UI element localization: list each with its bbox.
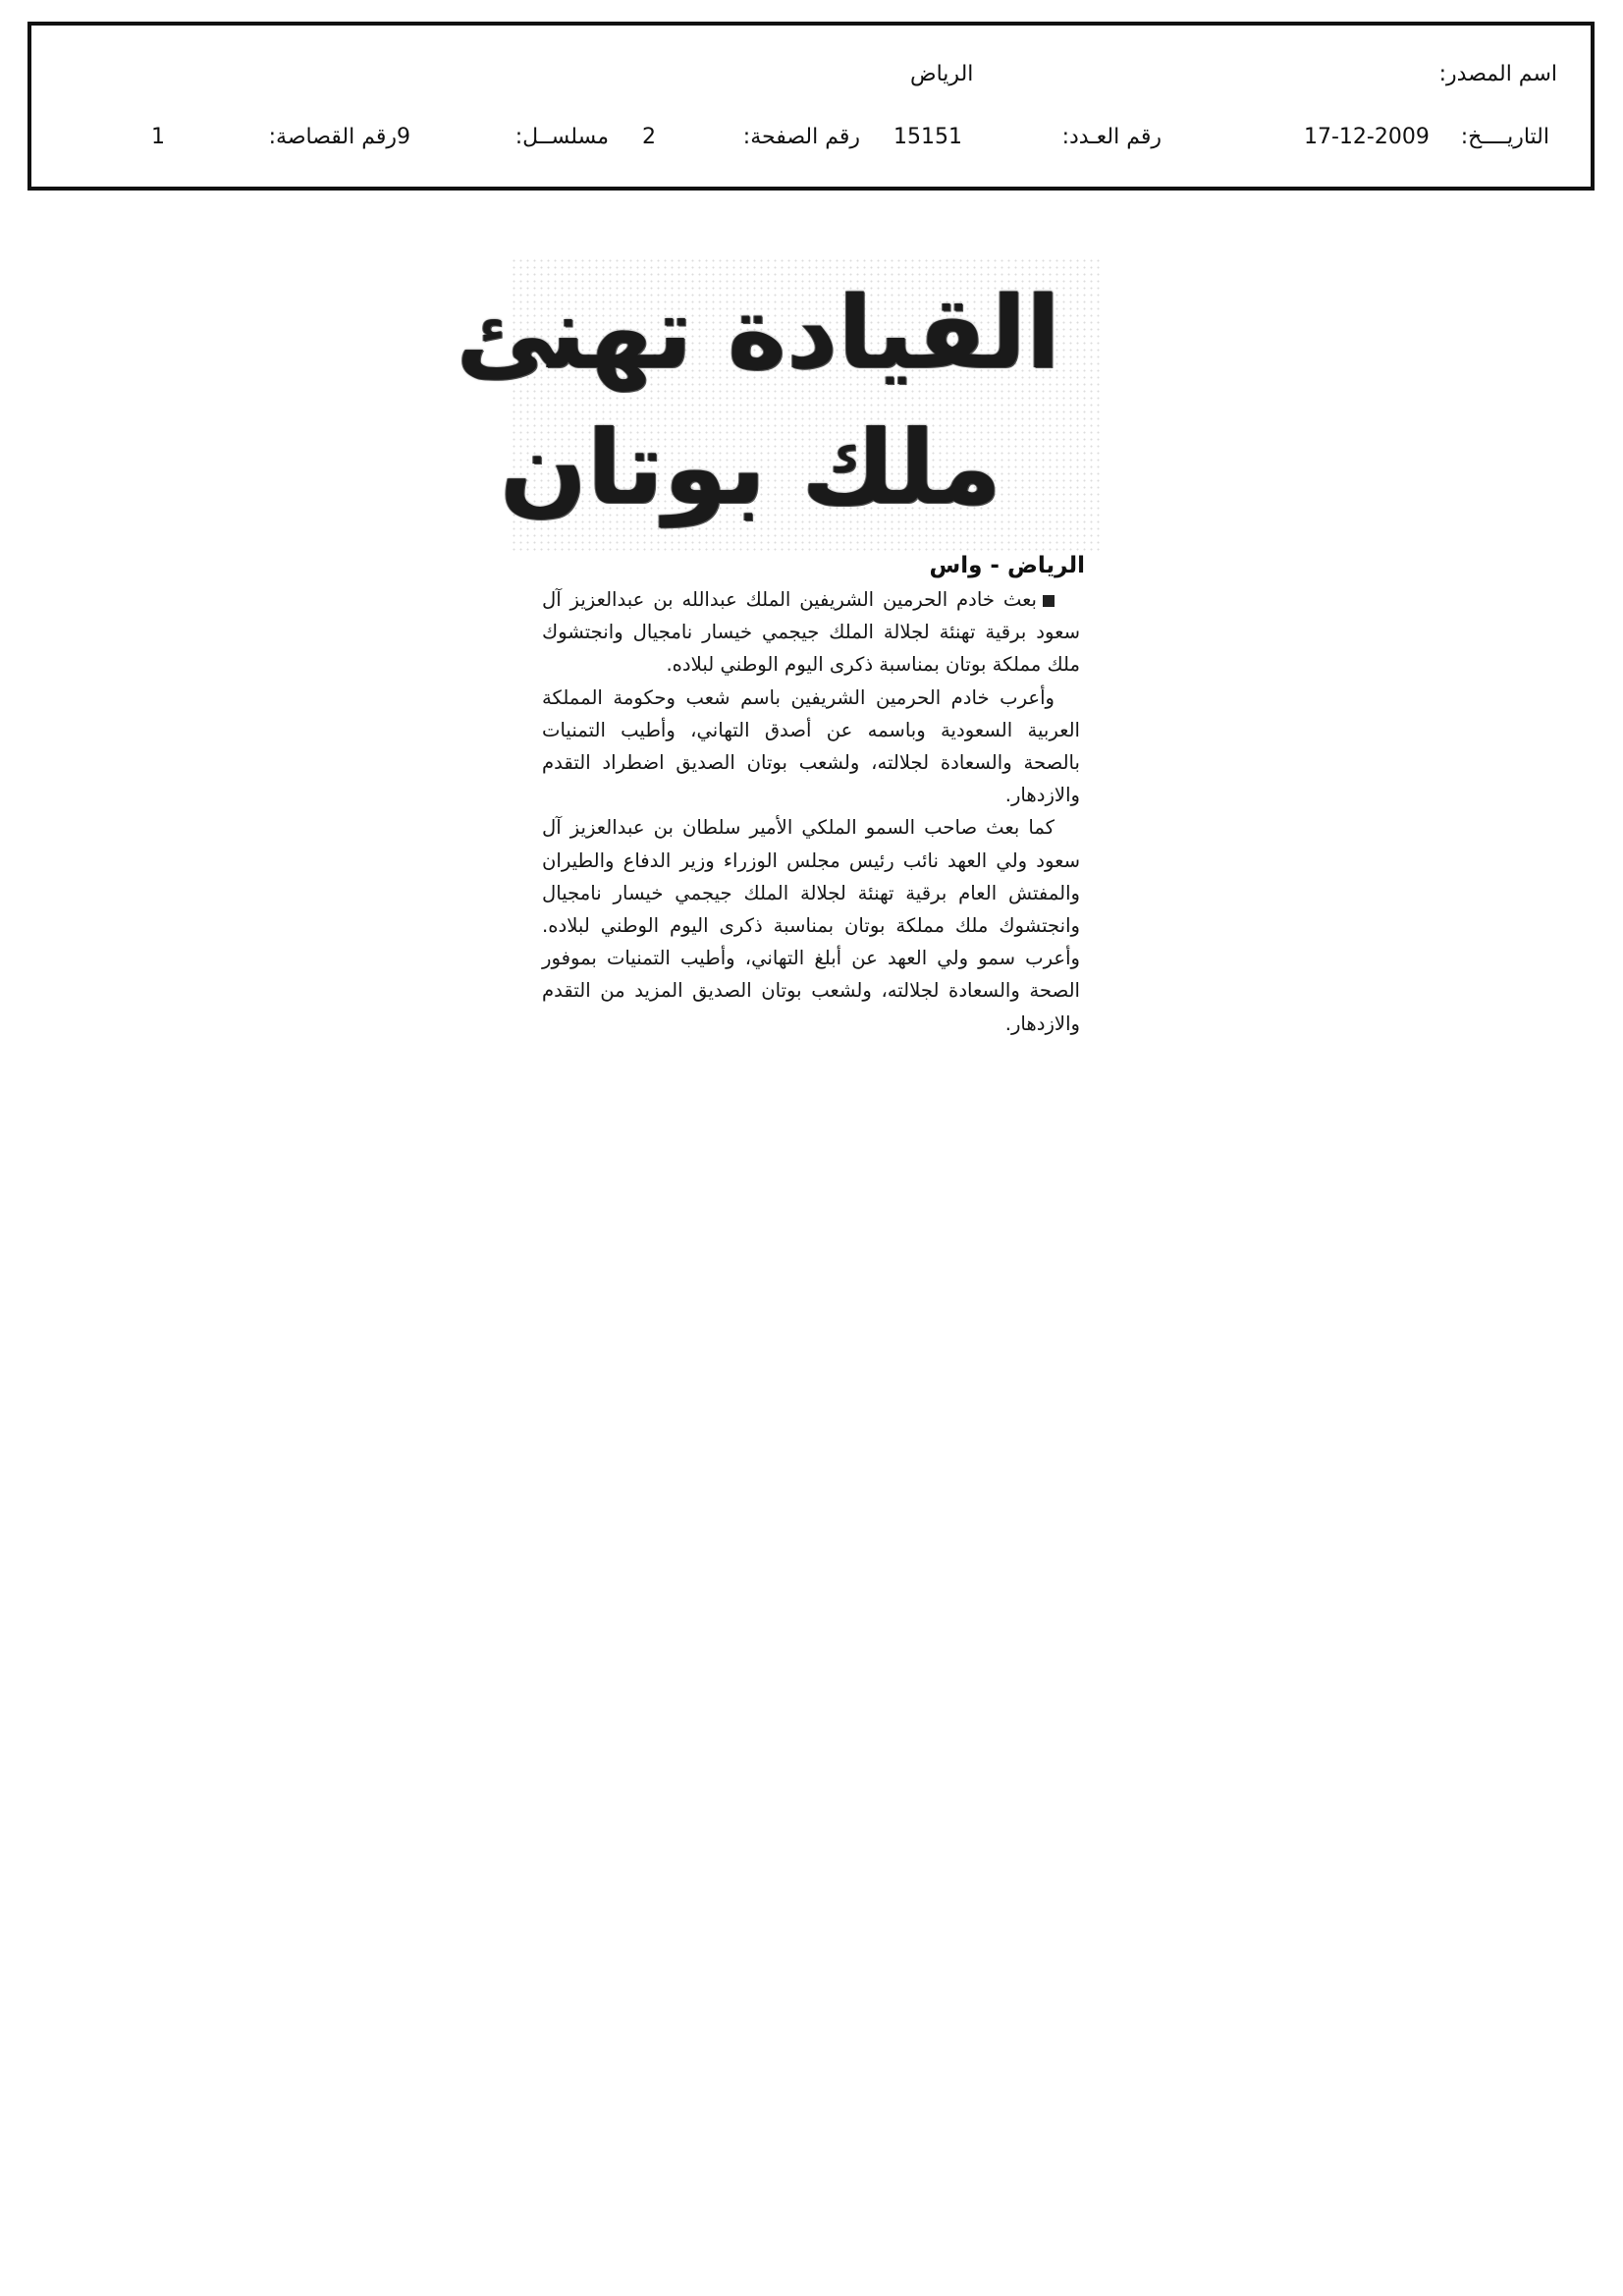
- article-body: [542, 583, 1080, 1040]
- paragraph-text: كما بعث صاحب السمو الملكي الأمير سلطان بن عبدالعزيز آل سعود ولي العهد نائب رئيس مجلس الوزراء وزير الدفاع والطيران والمفتش العام برقية تهنئة لجلالة الملك جيجمي خيسار نامجيال وانجتشوك ملك مملكة بوتان بمناسبة ذكرى اليوم الوطني لبلاده. وأعرب سمو ولي العهد عن أبلغ التهاني، وأطيب التمنيات بموفور الصحة والسعادة لجلالته، ولشعب بوتان الصديق المزيد من التقدم والازدهار.: [542, 816, 1080, 1035]
- source-label: اسم المصدر:: [1438, 62, 1557, 86]
- paragraph-text: بعث خادم الحرمين الشريفين الملك عبدالله بن عبدالعزيز آل سعود برقية تهنئة لجلالة الملك جيجمي خيسار نامجيال وانجتشوك ملك مملكة بوتان بمناسبة ذكرى اليوم الوطني لبلاده.: [542, 588, 1080, 677]
- serial-value: 9: [397, 125, 410, 149]
- issue-label: رقم العـدد:: [1061, 125, 1162, 149]
- article-dateline: الرياض - واس: [929, 553, 1085, 578]
- headline-line-2: ملك بوتان: [499, 408, 1001, 527]
- page-label: رقم الصفحة:: [742, 125, 860, 149]
- date-label: التاريــــخ:: [1460, 125, 1549, 149]
- page-value: 2: [642, 125, 656, 149]
- article-paragraph: [542, 583, 1080, 682]
- issue-value: 15151: [893, 125, 962, 149]
- paragraph-text: وأعرب خادم الحرمين الشريفين باسم شعب وحكومة المملكة العربية السعودية وباسمه عن أصدق التهاني، وأطيب التمنيات بالصحة والسعادة لجلالته، ولشعب بوتان الصديق اضطراد التقدم والازدهار.: [542, 685, 1080, 807]
- serial-label: مسلســل:: [514, 125, 609, 149]
- clipping-label: رقم القصاصة:: [268, 125, 397, 149]
- clipping-value: 1: [151, 125, 165, 149]
- date-value: 17-12-2009: [1304, 125, 1430, 149]
- article-paragraph: [542, 682, 1080, 812]
- square-bullet-icon: [1043, 595, 1055, 607]
- headline-line-1: القيادة تهنئ: [456, 275, 1060, 392]
- source-value: الرياض: [910, 62, 974, 86]
- article-paragraph: [542, 811, 1080, 1039]
- clipping-header-box: [27, 22, 1595, 191]
